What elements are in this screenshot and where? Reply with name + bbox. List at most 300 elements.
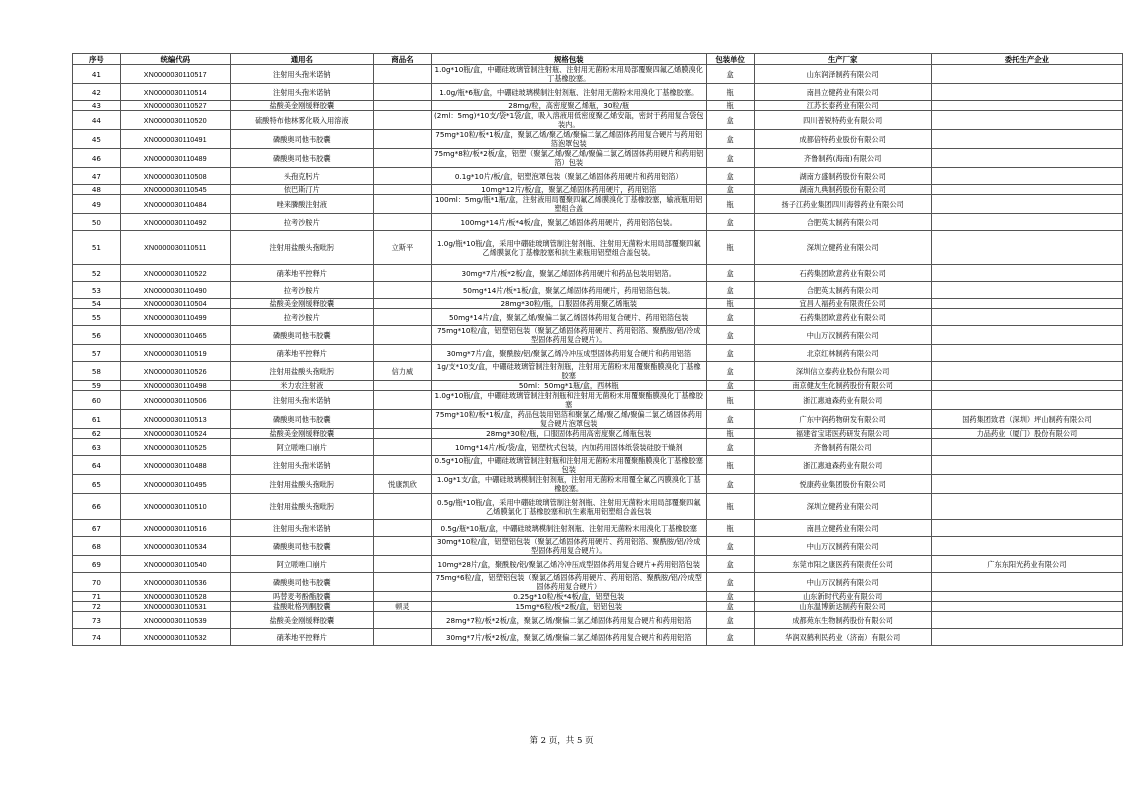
row-spec: 28mg/粒，高密度聚乙烯瓶，30粒/瓶 [431,101,706,111]
row-seq: 42 [73,84,121,101]
row-seq: 73 [73,612,121,629]
row-code: XN0000030110514 [120,84,230,101]
row-generic-name: 拉考沙胺片 [230,309,373,326]
row-code: XN0000030110540 [120,556,230,573]
table-row [73,429,1123,439]
row-code: XN0000030110519 [120,345,230,362]
table-row [73,231,1123,265]
drug-list-table [72,53,1123,646]
row-code: XN0000030110516 [120,520,230,537]
row-code: XN0000030110526 [120,362,230,381]
row-unit: 瓶 [706,195,754,214]
table-row [73,592,1123,602]
row-unit: 盒 [706,326,754,345]
row-trade-name [374,456,432,475]
row-spec: 75mg*8粒/板*2板/盒，铝塑（聚氯乙烯/聚乙烯/聚偏二氯乙烯固体药用硬片和药用铝箔）包装 [431,149,706,168]
row-code: XN0000030110465 [120,326,230,345]
row-unit: 瓶 [706,299,754,309]
row-spec: 30mg*7片/板*2板/盒，聚氯乙烯固体药用硬片和药品包装用铝箔。 [431,265,706,282]
table-row [73,439,1123,456]
table-row [73,326,1123,345]
row-generic-name: 盐酸美金刚缓释胶囊 [230,612,373,629]
row-code: XN0000030110534 [120,537,230,556]
row-entrusted [931,381,1122,391]
row-unit: 瓶 [706,429,754,439]
row-code: XN0000030110498 [120,381,230,391]
row-unit: 盒 [706,556,754,573]
row-manufacturer: 福建省宝诺医药研发有限公司 [754,429,931,439]
row-generic-name: 磷酸奥司他韦胶囊 [230,130,373,149]
table-row [73,456,1123,475]
row-spec: 10mg*12片/板/盒，聚氯乙烯固体药用硬片，药用铝箔 [431,185,706,195]
header-spec: 规格包装 [431,54,706,65]
row-code: XN0000030110524 [120,429,230,439]
table-row [73,168,1123,185]
row-code: XN0000030110539 [120,612,230,629]
row-entrusted [931,282,1122,299]
row-unit: 盒 [706,381,754,391]
row-seq: 69 [73,556,121,573]
row-spec: 50ml：50mg*1瓶/盒，西林瓶 [431,381,706,391]
row-entrusted [931,494,1122,520]
row-spec: 1.0g*10瓶/盒，中硼硅玻璃管制注射剂瓶和注射用无菌粉末用覆聚酯膜溴化丁基橡胶塞 [431,391,706,410]
row-unit: 瓶 [706,84,754,101]
row-code: XN0000030110522 [120,265,230,282]
row-manufacturer: 广东中润药物研发有限公司 [754,410,931,429]
row-manufacturer: 北京红林制药有限公司 [754,345,931,362]
row-entrusted [931,130,1122,149]
row-manufacturer: 山东新时代药业有限公司 [754,592,931,602]
row-manufacturer: 东莞市阳之康医药有限责任公司 [754,556,931,573]
row-code: XN0000030110511 [120,231,230,265]
row-spec: 0.25g*10粒/板*4板/盒，铝塑包装 [431,592,706,602]
row-entrusted [931,520,1122,537]
row-spec: 1.0g/瓶*10瓶/盒，采用中硼硅玻璃管制注射剂瓶、注射用无菌粉末用局部覆聚四氟乙烯膜氯化丁基橡胶塞和抗生素瓶用铝塑组合盖包装。 [431,231,706,265]
row-code: XN0000030110488 [120,456,230,475]
row-trade-name [374,345,432,362]
row-unit: 盒 [706,629,754,646]
row-spec: 1g/支*10支/盒，中硼硅玻璃管制注射剂瓶，注射用无菌粉末用覆聚酯膜溴化丁基橡胶塞 [431,362,706,381]
table-row [73,214,1123,231]
row-code: XN0000030110545 [120,185,230,195]
table-header-row [73,54,1123,65]
row-spec: 50mg*14片/板*1板/盒，聚氯乙烯固体药用硬片，药用铝箔包装。 [431,282,706,299]
row-manufacturer: 深圳立健药业有限公司 [754,494,931,520]
row-entrusted [931,326,1122,345]
row-generic-name: 注射用头孢米诺钠 [230,84,373,101]
row-seq: 67 [73,520,121,537]
row-generic-name: 磷酸奥司他韦胶囊 [230,573,373,592]
row-spec: 0.5g/瓶*10瓶/盒，采用中硼硅玻璃管制注射剂瓶、注射用无菌粉末用局部覆聚四氟乙烯膜氯化丁基橡胶塞和抗生素瓶用铝塑组合盖包装 [431,494,706,520]
table-row [73,130,1123,149]
row-seq: 63 [73,439,121,456]
table-row [73,629,1123,646]
row-trade-name [374,65,432,84]
row-code: XN0000030110536 [120,573,230,592]
row-seq: 44 [73,111,121,130]
row-spec: 75mg*10粒/盒，铝塑铝包装（聚氯乙烯固体药用硬片、药用铝箔、聚酰胺/铝/冷成型固体药用复合硬片）。 [431,326,706,345]
row-seq: 66 [73,494,121,520]
row-unit: 瓶 [706,391,754,410]
row-manufacturer: 悦康药业集团股份有限公司 [754,475,931,494]
row-manufacturer: 石药集团欧意药业有限公司 [754,309,931,326]
row-unit: 盒 [706,592,754,602]
table-row [73,282,1123,299]
row-seq: 68 [73,537,121,556]
row-trade-name [374,439,432,456]
row-seq: 48 [73,185,121,195]
row-manufacturer: 山东润泽制药有限公司 [754,65,931,84]
row-seq: 58 [73,362,121,381]
row-spec: 30mg*7片/盒，聚酰胺/铝/聚氯乙烯冷冲压成型固体药用复合硬片和药用铝箔 [431,345,706,362]
table-row [73,195,1123,214]
row-trade-name [374,111,432,130]
row-seq: 62 [73,429,121,439]
row-spec: 28mg*30粒/瓶，口服固体药用高密度聚乙烯瓶包装 [431,429,706,439]
row-code: XN0000030110490 [120,282,230,299]
row-trade-name: 信力威 [374,362,432,381]
row-unit: 盒 [706,214,754,231]
row-seq: 41 [73,65,121,84]
row-spec: 100ml：5mg/瓶*1瓶/盒，注射液用局覆聚四氟乙烯膜溴化丁基橡胶塞，输液瓶用铝塑组合盖 [431,195,706,214]
row-entrusted [931,195,1122,214]
row-generic-name: 盐酸吡格列酮胶囊 [230,602,373,612]
row-code: XN0000030110491 [120,130,230,149]
row-seq: 53 [73,282,121,299]
row-seq: 56 [73,326,121,345]
header-generic-name: 通用名 [230,54,373,65]
row-manufacturer: 成都倍特药业股份有限公司 [754,130,931,149]
row-code: XN0000030110513 [120,410,230,429]
row-generic-name: 注射用盐酸头孢吡肟 [230,231,373,265]
row-seq: 50 [73,214,121,231]
row-seq: 57 [73,345,121,362]
row-seq: 51 [73,231,121,265]
row-generic-name: 唑来膦酸注射液 [230,195,373,214]
row-spec: 30mg*10粒/盒，铝塑铝包装（聚氯乙烯固体药用硬片、药用铝箔、聚酰胺/铝/冷成型固体药用复合硬片）。 [431,537,706,556]
row-entrusted [931,265,1122,282]
row-seq: 74 [73,629,121,646]
row-generic-name: 硝苯地平控释片 [230,629,373,646]
row-unit: 瓶 [706,494,754,520]
row-spec: 1.0g*10瓶/盒，中硼硅玻璃管制注射瓶、注射用无菌粉末用局部覆聚四氟乙烯膜溴化丁基橡胶塞。 [431,65,706,84]
header-entrusted: 委托生产企业 [931,54,1122,65]
row-manufacturer: 湖南九典制药股份有限公司 [754,185,931,195]
table-row [73,573,1123,592]
row-unit: 盒 [706,282,754,299]
row-unit: 盒 [706,111,754,130]
row-trade-name [374,149,432,168]
row-entrusted [931,573,1122,592]
row-trade-name [374,612,432,629]
row-spec: 30mg*7片/板*2板/盒，聚氯乙烯/聚偏二氯乙烯固体药用复合硬片和药用铝箔 [431,629,706,646]
row-generic-name: 吗替麦考酚酯胶囊 [230,592,373,602]
row-manufacturer: 合肥英太制药有限公司 [754,282,931,299]
row-manufacturer: 中山万汉制药有限公司 [754,537,931,556]
row-unit: 盒 [706,65,754,84]
row-seq: 60 [73,391,121,410]
row-code: XN0000030110525 [120,439,230,456]
row-entrusted [931,629,1122,646]
row-spec: 50mg*14片/盒，聚氯乙烯/聚偏二氯乙烯固体药用复合硬片、药用铝箔包装 [431,309,706,326]
table-row [73,556,1123,573]
row-generic-name: 注射用盐酸头孢吡肟 [230,475,373,494]
row-entrusted [931,231,1122,265]
row-generic-name: 拉考沙胺片 [230,282,373,299]
row-unit: 盒 [706,475,754,494]
row-generic-name: 阿立哌唑口崩片 [230,439,373,456]
row-manufacturer: 扬子江药业集团四川海蓉药业有限公司 [754,195,931,214]
row-spec: 75mg*10粒/板*1板/盒，药品包装用铝箔和聚氯乙烯/聚乙烯/聚偏二氯乙烯固体药用复合硬片泡罩包装 [431,410,706,429]
header-manufacturer: 生产厂家 [754,54,931,65]
row-code: XN0000030110510 [120,494,230,520]
header-seq: 序号 [73,54,121,65]
row-seq: 65 [73,475,121,494]
row-trade-name [374,556,432,573]
header-unit: 包装单位 [706,54,754,65]
row-spec: 15mg*6粒/板*2板/盒，铝铝包装 [431,602,706,612]
row-entrusted [931,168,1122,185]
row-code: XN0000030110489 [120,149,230,168]
row-trade-name [374,326,432,345]
row-entrusted [931,214,1122,231]
row-unit: 盒 [706,612,754,629]
row-entrusted [931,299,1122,309]
row-entrusted [931,345,1122,362]
row-unit: 盒 [706,410,754,429]
row-generic-name: 拉考沙胺片 [230,214,373,231]
page-footer: 第 2 页，共 5 页 [529,736,594,746]
row-generic-name: 注射用头孢米诺钠 [230,456,373,475]
row-entrusted [931,537,1122,556]
row-manufacturer: 南京健友生化制药股份有限公司 [754,381,931,391]
row-generic-name: 注射用头孢米诺钠 [230,391,373,410]
row-seq: 59 [73,381,121,391]
row-code: XN0000030110492 [120,214,230,231]
row-generic-name: 注射用头孢米诺钠 [230,65,373,84]
row-manufacturer: 深圳立健药业有限公司 [754,231,931,265]
row-generic-name: 磷酸奥司他韦胶囊 [230,410,373,429]
row-spec: 0.1g*10片/板/盒，铝塑泡罩包装（聚氯乙烯固体药用硬片和药用铝箔） [431,168,706,185]
row-spec: 28mg*30粒/瓶，口服固体药用聚乙烯瓶装 [431,299,706,309]
table-row [73,299,1123,309]
row-unit: 盒 [706,185,754,195]
row-generic-name: 磷酸奥司他韦胶囊 [230,537,373,556]
table-row [73,494,1123,520]
row-trade-name [374,494,432,520]
row-manufacturer: 合肥英太制药有限公司 [754,214,931,231]
row-unit: 瓶 [706,520,754,537]
row-entrusted [931,439,1122,456]
row-entrusted: 国药集团致君（深圳）坪山制药有限公司 [931,410,1122,429]
row-generic-name: 磷酸奥司他韦胶囊 [230,149,373,168]
row-manufacturer: 华润双鹤利民药业（济南）有限公司 [754,629,931,646]
row-manufacturer: 深圳信立泰药业股份有限公司 [754,362,931,381]
table-row [73,84,1123,101]
row-entrusted: 广东东阳光药业有限公司 [931,556,1122,573]
row-seq: 72 [73,602,121,612]
table-row [73,265,1123,282]
row-manufacturer: 齐鲁制药有限公司 [754,439,931,456]
row-trade-name [374,214,432,231]
row-code: XN0000030110504 [120,299,230,309]
row-entrusted [931,185,1122,195]
row-seq: 70 [73,573,121,592]
row-seq: 45 [73,130,121,149]
row-trade-name [374,265,432,282]
table-row [73,537,1123,556]
table-row [73,475,1123,494]
row-trade-name [374,410,432,429]
row-manufacturer: 成都苑东生物制药股份有限公司 [754,612,931,629]
row-code: XN0000030110508 [120,168,230,185]
row-entrusted [931,592,1122,602]
row-entrusted [931,456,1122,475]
row-seq: 46 [73,149,121,168]
row-code: XN0000030110517 [120,65,230,84]
row-generic-name: 盐酸美金刚缓释胶囊 [230,429,373,439]
row-trade-name [374,84,432,101]
row-manufacturer: 石药集团欧意药业有限公司 [754,265,931,282]
row-code: XN0000030110495 [120,475,230,494]
row-generic-name: 注射用头孢米诺钠 [230,520,373,537]
header-code: 统编代码 [120,54,230,65]
row-unit: 瓶 [706,231,754,265]
row-trade-name: 悦康凯欣 [374,475,432,494]
row-generic-name: 注射用盐酸头孢吡肟 [230,494,373,520]
row-unit: 盒 [706,168,754,185]
row-code: XN0000030110532 [120,629,230,646]
row-seq: 64 [73,456,121,475]
row-trade-name [374,130,432,149]
row-trade-name [374,573,432,592]
row-code: XN0000030110484 [120,195,230,214]
row-code: XN0000030110506 [120,391,230,410]
row-unit: 盒 [706,537,754,556]
row-unit: 盒 [706,602,754,612]
table-row [73,101,1123,111]
row-manufacturer: 中山万汉制药有限公司 [754,326,931,345]
row-seq: 71 [73,592,121,602]
row-generic-name: 阿立哌唑口崩片 [230,556,373,573]
row-trade-name [374,195,432,214]
row-spec: 1.0g/瓶*6瓶/盒，中硼硅玻璃模制注射剂瓶、注射用无菌粉末用溴化丁基橡胶塞。 [431,84,706,101]
row-entrusted [931,391,1122,410]
row-code: XN0000030110531 [120,602,230,612]
header-trade-name: 商品名 [374,54,432,65]
row-unit: 盒 [706,439,754,456]
row-manufacturer: 湖南方盛制药股份有限公司 [754,168,931,185]
row-trade-name [374,429,432,439]
row-entrusted [931,309,1122,326]
row-generic-name: 依巴斯汀片 [230,185,373,195]
row-seq: 61 [73,410,121,429]
row-generic-name: 硝苯地平控释片 [230,265,373,282]
row-trade-name [374,537,432,556]
table-row [73,602,1123,612]
table-row [73,65,1123,84]
row-trade-name [374,101,432,111]
row-entrusted [931,111,1122,130]
row-trade-name [374,185,432,195]
row-trade-name [374,168,432,185]
row-spec: 0.5g/瓶*10瓶/盒，中硼硅玻璃模制注射剂瓶、注射用无菌粉末用溴化丁基橡胶塞 [431,520,706,537]
row-manufacturer: 山东温博新达制药有限公司 [754,602,931,612]
row-code: XN0000030110520 [120,111,230,130]
row-generic-name: 注射用盐酸头孢吡肟 [230,362,373,381]
row-entrusted [931,101,1122,111]
table-row [73,149,1123,168]
row-trade-name: 顿灵 [374,602,432,612]
row-trade-name [374,299,432,309]
row-unit: 瓶 [706,101,754,111]
row-spec: 28mg*7粒/板*2板/盒，聚氯乙烯/聚偏二氯乙烯固体药用复合硬片和药用铝箔 [431,612,706,629]
row-trade-name [374,520,432,537]
row-spec: 1.0g*1支/盒，中硼硅玻璃模制注射剂瓶，注射用无菌粉末用覆全氟乙丙膜溴化丁基橡胶塞。 [431,475,706,494]
row-manufacturer: 宜昌人福药业有限责任公司 [754,299,931,309]
row-seq: 47 [73,168,121,185]
table-row [73,612,1123,629]
row-unit: 盒 [706,265,754,282]
row-spec: 10mg*14片/板/袋/盒，铝塑枕式包装，内加药用固体纸袋装硅胶干燥剂 [431,439,706,456]
row-trade-name [374,391,432,410]
row-manufacturer: 四川普锐特药业有限公司 [754,111,931,130]
row-entrusted [931,362,1122,381]
row-trade-name: 立斯平 [374,231,432,265]
row-spec: 75mg*10粒/板*1板/盒，聚氯乙烯/聚乙烯/聚偏二氯乙烯固体药用复合硬片与药用铝箔泡罩包装 [431,130,706,149]
row-spec: 100mg*14片/板*4板/盒，聚氯乙烯固体药用硬片，药用铝箔包装。 [431,214,706,231]
row-unit: 瓶 [706,456,754,475]
row-entrusted [931,65,1122,84]
row-trade-name [374,592,432,602]
row-spec: 10mg*28片/盒，聚酰胺/铝/聚氯乙烯冷冲压成型固体药用复合硬片+药用铝箔包装 [431,556,706,573]
row-trade-name [374,309,432,326]
row-trade-name [374,381,432,391]
row-manufacturer: 南昌立健药业有限公司 [754,84,931,101]
row-entrusted [931,602,1122,612]
row-generic-name: 磷酸奥司他韦胶囊 [230,326,373,345]
row-unit: 盒 [706,130,754,149]
table-row [73,309,1123,326]
row-spec: 0.5g*10瓶/盒，中硼硅玻璃管制注射瓶和注射用无菌粉末用覆聚酯膜溴化丁基橡胶塞包装 [431,456,706,475]
row-generic-name: 硫酸特布他林雾化吸入用溶液 [230,111,373,130]
table-row [73,111,1123,130]
table-row [73,185,1123,195]
row-seq: 52 [73,265,121,282]
row-seq: 49 [73,195,121,214]
table-row [73,381,1123,391]
row-entrusted [931,612,1122,629]
row-entrusted [931,475,1122,494]
row-manufacturer: 齐鲁制药(海南)有限公司 [754,149,931,168]
row-spec: 75mg*6粒/盒，铝塑铝包装（聚氯乙烯固体药用硬片、药用铝箔、聚酰胺/铝/冷成型固体药用复合硬片） [431,573,706,592]
table-row [73,362,1123,381]
table-row [73,520,1123,537]
table-row [73,410,1123,429]
row-entrusted: 力品药业（厦门）股份有限公司 [931,429,1122,439]
row-entrusted [931,149,1122,168]
row-generic-name: 盐酸美金刚缓释胶囊 [230,299,373,309]
row-manufacturer: 中山万汉制药有限公司 [754,573,931,592]
row-seq: 54 [73,299,121,309]
row-trade-name [374,629,432,646]
row-unit: 盒 [706,149,754,168]
row-code: XN0000030110527 [120,101,230,111]
row-code: XN0000030110528 [120,592,230,602]
row-unit: 盒 [706,573,754,592]
row-code: XN0000030110499 [120,309,230,326]
row-trade-name [374,282,432,299]
